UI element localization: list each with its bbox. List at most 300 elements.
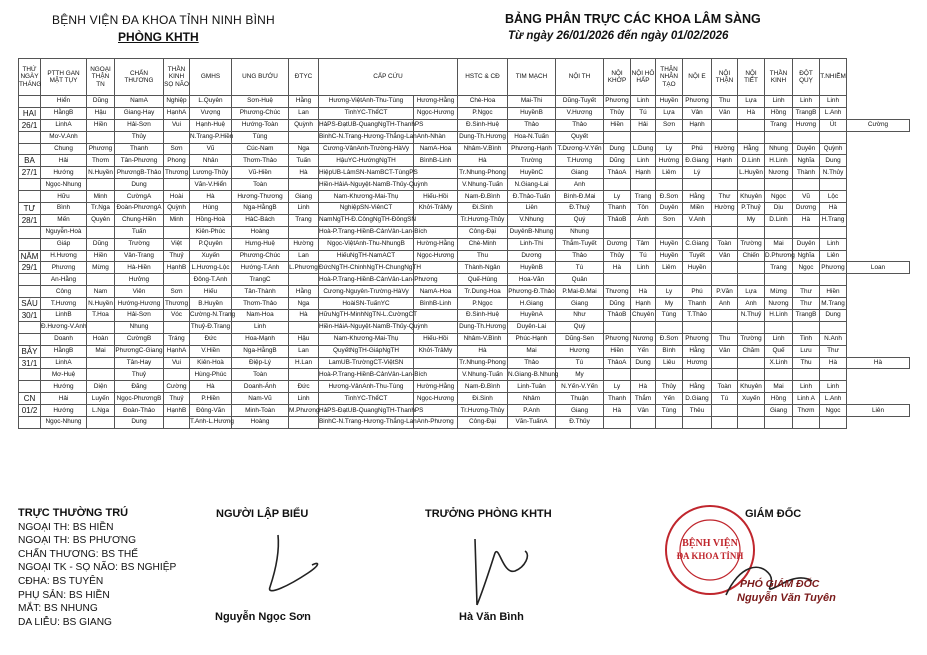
duty-cell: [738, 369, 765, 381]
day-date: 01/2: [19, 405, 41, 417]
duty-cell: Thương: [164, 298, 190, 310]
duty-cell: [683, 274, 712, 286]
column-header: ĐỘT QUỴ: [793, 59, 820, 96]
duty-cell: Kiên-Phúc: [190, 226, 232, 238]
duty-cell: LamUB-TrườngCT-ViệtSN: [319, 357, 414, 369]
duty-cell: Hải: [41, 155, 87, 167]
day-cell: [19, 226, 41, 238]
duty-cell: Sơn: [656, 119, 683, 131]
duty-cell: Vân: [631, 405, 656, 417]
table-row: [19, 96, 910, 108]
duty-cell: Duyên-Lai: [508, 321, 556, 333]
duty-cell: HậuYC-HướngNgTH: [319, 155, 414, 167]
duty-cell: Anh: [738, 298, 765, 310]
duty-cell: Đ.Giang: [683, 155, 712, 167]
duty-cell: HạnhB: [164, 262, 190, 274]
duty-cell: Thủy: [656, 381, 683, 393]
duty-cell: Nhung: [556, 226, 604, 238]
day-cell: [19, 143, 41, 155]
duty-cell: Hương: [683, 357, 712, 369]
duty-cell: Hường: [289, 238, 319, 250]
resident-duty-line: NGOẠI TK - SỌ NÃO: BS NGHIỆP: [18, 562, 177, 574]
duty-cell: Ly: [604, 381, 631, 393]
duty-cell: [604, 274, 631, 286]
duty-cell: Thư: [820, 345, 847, 357]
preparer-name: Nguyễn Ngọc Sơn: [215, 611, 311, 623]
duty-cell: Dung-Th.Hương: [458, 321, 508, 333]
duty-cell: Đoàn-PhươngA: [115, 203, 164, 215]
duty-cell: Đ.Hương-V.Anh: [41, 321, 87, 333]
duty-cell: Toàn: [712, 381, 738, 393]
director-name: Nguyễn Văn Tuyên: [737, 592, 836, 604]
duty-cell: Đoàn-Thảo: [115, 405, 164, 417]
column-header: THỨ NGÀY THÁNG: [19, 59, 41, 96]
duty-cell: Tâm: [631, 238, 656, 250]
duty-cell: Hướng: [41, 381, 87, 393]
duty-cell: Công-Đại: [458, 226, 508, 238]
duty-cell: Thu: [793, 357, 820, 369]
duty-cell: Dũng-Tuyết: [556, 96, 604, 108]
duty-cell: [738, 262, 765, 274]
duty-cell: Cường: [847, 119, 910, 131]
column-header: UNG BƯỚU: [232, 59, 289, 96]
duty-cell: T.Hoa: [87, 310, 115, 322]
duty-cell: [712, 369, 738, 381]
duty-cell: [738, 131, 765, 143]
duty-cell: [289, 131, 319, 143]
duty-cell: Liên: [508, 203, 556, 215]
duty-cell: BìnhB-Linh: [414, 155, 458, 167]
duty-cell: N.Giang-Lai: [508, 179, 556, 191]
duty-cell: CườngB: [115, 333, 164, 345]
column-header: CẤP CỨU: [319, 59, 458, 96]
column-header: THẦN KINH: [765, 59, 793, 96]
column-header: CHẤN THƯƠNG: [115, 59, 164, 96]
duty-cell: Dung: [631, 357, 656, 369]
duty-cell: Cúc-Nam: [232, 143, 289, 155]
duty-cell: [712, 226, 738, 238]
hospital-name: BỆNH VIỆN ĐA KHOA TỈNH NINH BÌNH: [52, 13, 275, 27]
duty-cell: [87, 369, 115, 381]
director-title: GIÁM ĐỐC: [745, 508, 802, 520]
duty-cell: Đi.Sinh: [458, 203, 508, 215]
duty-cell: Thư: [793, 298, 820, 310]
duty-cell: Hương-Thương: [232, 191, 289, 203]
duty-cell: Hương-Hằng: [414, 96, 458, 108]
duty-cell: Hồng: [765, 107, 793, 119]
duty-cell: My: [738, 214, 765, 226]
duty-cell: V.Nhung-Tuấn: [458, 369, 508, 381]
table-row: [19, 107, 910, 119]
duty-cell: L.Dung: [631, 143, 656, 155]
duty-cell: Phương-Chúc: [232, 250, 289, 262]
duty-cell: Ngọc-Nhung: [41, 417, 87, 429]
duty-cell: HằngB: [41, 345, 87, 357]
duty-cell: [604, 131, 631, 143]
duty-cell: HiệpUB-LâmSN-NamBCT-TùngPS: [319, 167, 414, 179]
duty-cell: L.Phương: [289, 262, 319, 274]
duty-cell: P.Ngọc: [458, 298, 508, 310]
duty-cell: Thảo: [556, 250, 604, 262]
duty-cell: Cường-N.Trang: [190, 310, 232, 322]
duty-cell: [793, 417, 820, 429]
duty-cell: Vân: [712, 345, 738, 357]
duty-cell: P.Quyên: [190, 238, 232, 250]
duty-cell: Thanh: [115, 143, 164, 155]
duty-cell: Hùng: [190, 203, 232, 215]
duty-cell: Yến: [631, 345, 656, 357]
duty-cell: ThảoB: [604, 310, 631, 322]
duty-cell: Thu: [458, 250, 508, 262]
duty-cell: HảPS-ĐạtUB-QuangNgTH-ThanhPS: [319, 119, 414, 131]
duty-cell: T.Hương: [556, 155, 604, 167]
duty-cell: P.Anh: [508, 405, 556, 417]
resident-duty-line: PHỤ SẢN: BS HIỀN: [18, 589, 110, 601]
duty-cell: Linh: [820, 381, 847, 393]
duty-cell: [656, 274, 683, 286]
duty-cell: Linh: [232, 321, 289, 333]
table-row: [19, 143, 910, 155]
day-cell: [19, 238, 41, 250]
duty-cell: Hướng: [41, 405, 87, 417]
duty-cell: Vượng: [190, 107, 232, 119]
duty-cell: Hà: [604, 262, 631, 274]
duty-cell: Dương: [793, 203, 820, 215]
duty-cell: [738, 179, 765, 191]
duty-cell: Sơn: [164, 286, 190, 298]
day-date: 29/1: [19, 262, 41, 274]
duty-cell: Tú: [556, 357, 604, 369]
duty-cell: [164, 131, 190, 143]
department-name: PHÒNG KHTH: [118, 30, 199, 44]
duty-cell: P.Ngọc: [458, 107, 508, 119]
duty-cell: N.Yến-V.Yến: [556, 381, 604, 393]
duty-cell: Linh: [289, 393, 319, 405]
duty-cell: Quỳnh: [820, 143, 847, 155]
duty-cell: D.Linh: [765, 214, 793, 226]
duty-cell: [738, 226, 765, 238]
duty-cell: Quế-Hùng: [458, 274, 508, 286]
duty-cell: [631, 321, 656, 333]
duty-cell: Tú: [556, 262, 604, 274]
duty-cell: Hoa-Mạnh: [232, 333, 289, 345]
duty-cell: Tr.Nhung-Phong: [458, 357, 508, 369]
duty-cell: [164, 179, 190, 191]
day-cell: [19, 381, 41, 393]
duty-cell: Vân: [712, 250, 738, 262]
duty-cell: Luyến: [87, 393, 115, 405]
duty-cell: Trang: [765, 262, 793, 274]
table-row: [19, 393, 910, 405]
duty-cell: [656, 179, 683, 191]
duty-cell: Phương-Chúc: [232, 107, 289, 119]
duty-cell: Chuyên: [631, 310, 656, 322]
duty-cell: Linh-Thi: [508, 238, 556, 250]
duty-cell: Kiên-Hoà: [190, 357, 232, 369]
duty-cell: M.Phương: [289, 405, 319, 417]
duty-cell: Huyền: [683, 262, 712, 274]
duty-cell: Hà: [458, 345, 508, 357]
day-cell: [19, 286, 41, 298]
duty-cell: ThảoB: [604, 214, 631, 226]
duty-cell: [289, 274, 319, 286]
duty-cell: HạnhA: [164, 107, 190, 119]
duty-cell: L.Nga: [87, 405, 115, 417]
day-date: 31/1: [19, 357, 41, 369]
duty-cell: Liêm: [656, 262, 683, 274]
duty-cell: Hạnh-Huệ: [190, 119, 232, 131]
duty-cell: Hồng-Hoà: [190, 214, 232, 226]
duty-cell: Loan: [847, 262, 910, 274]
day-cell: [19, 131, 41, 143]
duty-cell: Ngọc-ViệtAnh-Thu-NhungB: [319, 238, 414, 250]
duty-cell: Tuấn: [115, 226, 164, 238]
duty-cell: Thương: [604, 286, 631, 298]
duty-cell: [820, 321, 847, 333]
duty-cell: [164, 369, 190, 381]
duty-cell: [164, 226, 190, 238]
duty-cell: P.Văn: [712, 286, 738, 298]
duty-cell: Sơn: [164, 143, 190, 155]
duty-cell: L.Anh: [820, 393, 847, 405]
duty-cell: Thảo: [508, 119, 556, 131]
table-row: [19, 167, 910, 179]
table-row: [19, 155, 910, 167]
duty-cell: Hậu: [289, 333, 319, 345]
duty-cell: [712, 357, 738, 369]
duty-cell: Huyền: [656, 96, 683, 108]
duty-cell: [656, 226, 683, 238]
duty-cell: Hưng-Huệ: [232, 238, 289, 250]
day-cell: [19, 191, 41, 203]
column-header: HSTC & CĐ: [458, 59, 508, 96]
duty-cell: Dũng: [87, 238, 115, 250]
duty-cell: Quỳnh: [164, 203, 190, 215]
duty-cell: [683, 131, 712, 143]
duty-cell: Mai: [87, 345, 115, 357]
duty-cell: Hoài: [164, 191, 190, 203]
duty-cell: Dung: [820, 310, 847, 322]
duty-cell: [604, 417, 631, 429]
duty-cell: Lộc: [820, 191, 847, 203]
duty-cell: Tú: [631, 107, 656, 119]
duty-cell: Phương-Đ.Thảo: [508, 286, 556, 298]
duty-cell: T.Dương-V.Yến: [556, 143, 604, 155]
preparer-signature: [250, 525, 330, 605]
duty-cell: Mai: [765, 238, 793, 250]
duty-cell: Dũng: [87, 96, 115, 108]
duty-cell: Khởi-TrâMy: [414, 203, 458, 215]
duty-cell: N.Huyền: [87, 167, 115, 179]
table-header-row: [19, 59, 910, 96]
duty-cell: CườngA: [115, 191, 164, 203]
duty-cell: Thủy: [115, 131, 164, 143]
duty-cell: Nhung: [115, 321, 164, 333]
duty-cell: Xuyến: [738, 393, 765, 405]
duty-roster-table: [18, 58, 910, 429]
table-row: [19, 381, 910, 393]
duty-cell: Trường: [738, 238, 765, 250]
duty-cell: Mai: [508, 345, 556, 357]
table-row: [19, 203, 910, 215]
duty-cell: [604, 369, 631, 381]
duty-cell: Nghiệp: [164, 96, 190, 108]
duty-cell: Lựa: [738, 286, 765, 298]
duty-cell: V.Hiền: [190, 345, 232, 357]
day-date: 26/1: [19, 119, 41, 131]
duty-cell: Tân-Hay: [115, 357, 164, 369]
duty-cell: [712, 262, 738, 274]
duty-cell: An-Hằng: [41, 274, 87, 286]
duty-cell: Miền: [683, 203, 712, 215]
duty-cell: Ngọc: [820, 405, 847, 417]
duty-cell: Minh: [87, 191, 115, 203]
duty-cell: Thơm: [87, 155, 115, 167]
resident-duty-line: DA LIỄU: BS GIANG: [18, 616, 112, 628]
duty-cell: Việt: [164, 238, 190, 250]
duty-cell: Dung-Th.Hương: [458, 131, 508, 143]
duty-cell: N.Thủy: [820, 167, 847, 179]
duty-cell: [683, 321, 712, 333]
table-row: [19, 119, 910, 131]
duty-cell: Ly: [604, 191, 631, 203]
duty-cell: X.Linh: [765, 357, 793, 369]
duty-cell: Đ.Sơn: [656, 191, 683, 203]
table-row: [19, 286, 910, 298]
duty-cell: Hướng: [41, 167, 87, 179]
duty-cell: Phong: [164, 155, 190, 167]
duty-cell: [631, 369, 656, 381]
duty-cell: [820, 179, 847, 191]
duty-cell: Đăng: [115, 381, 164, 393]
duty-cell: Tr.Hương-Thủy: [458, 214, 508, 226]
duty-cell: [414, 310, 458, 322]
duty-cell: Hằng: [683, 381, 712, 393]
duty-cell: Tráng: [164, 333, 190, 345]
duty-cell: Nương: [765, 167, 793, 179]
duty-cell: Thanh: [604, 393, 631, 405]
duty-cell: Chung-Hiền: [115, 214, 164, 226]
duty-cell: Hương-VânAnh-Thu-Tùng: [319, 381, 414, 393]
duty-cell: Hà: [190, 191, 232, 203]
duty-cell: H.Giang: [508, 298, 556, 310]
duty-cell: Hạnh: [683, 119, 712, 131]
duty-cell: [765, 369, 793, 381]
duty-cell: Cương-VânAnh-Trường-HàVy: [319, 143, 414, 155]
duty-cell: Tôn: [631, 203, 656, 215]
duty-cell: [738, 321, 765, 333]
duty-cell: P.Hiền: [190, 393, 232, 405]
duty-cell: Lựa: [656, 107, 683, 119]
duty-cell: [631, 226, 656, 238]
day-cell: [19, 96, 41, 108]
duty-cell: [604, 226, 631, 238]
duty-cell: [289, 226, 319, 238]
duty-cell: Hà: [289, 310, 319, 322]
head-signature: [455, 525, 545, 615]
resident-duty-title: TRỰC THƯỜNG TRÚ: [18, 507, 129, 519]
duty-cell: Thơm: [793, 405, 820, 417]
duty-cell: [289, 417, 319, 429]
duty-cell: [738, 357, 765, 369]
duty-cell: Tr.Hương-Thủy: [458, 405, 508, 417]
table-row: [19, 298, 910, 310]
duty-cell: ThảoA: [604, 357, 631, 369]
duty-cell: Vân-Trang: [115, 250, 164, 262]
duty-cell: V.Anh: [683, 214, 712, 226]
duty-cell: Đ.Sinh-Huệ: [458, 310, 508, 322]
day-date: 27/1: [19, 167, 41, 179]
duty-cell: Hương: [556, 345, 604, 357]
duty-cell: Lựa: [738, 96, 765, 108]
duty-cell: Quý: [556, 214, 604, 226]
duty-cell: Hướng-Toàn: [232, 119, 289, 131]
duty-cell: [289, 321, 319, 333]
duty-cell: Hiền: [604, 119, 631, 131]
duty-cell: Hà: [820, 357, 847, 369]
duty-cell: Dung: [604, 143, 631, 155]
duty-cell: B.Huyền: [190, 298, 232, 310]
duty-cell: [683, 179, 712, 191]
duty-cell: Hường-Hằng: [414, 238, 458, 250]
duty-cell: Hiền: [87, 119, 115, 131]
duty-cell: Phương: [683, 96, 712, 108]
duty-cell: [604, 321, 631, 333]
duty-cell: L.Hương-Lộc: [190, 262, 232, 274]
duty-cell: Đ.Thủy: [556, 417, 604, 429]
duty-cell: Tr.Nga: [87, 203, 115, 215]
duty-cell: Sơn: [656, 214, 683, 226]
head-title: TRƯỞNG PHÒNG KHTH: [425, 508, 552, 520]
duty-cell: ĐứcNgTH-ChinhNgTH-ChungNgTH: [319, 262, 414, 274]
duty-cell: Toàn: [232, 369, 289, 381]
duty-cell: [414, 357, 458, 369]
duty-cell: NamA: [115, 96, 164, 108]
column-header: NỘI E: [683, 59, 712, 96]
duty-cell: Hoàng: [232, 226, 289, 238]
duty-cell: N.Thuỷ: [738, 310, 765, 322]
table-row: [19, 417, 910, 429]
column-header: NGOẠI THẬN TN: [87, 59, 115, 96]
duty-cell: Đ.Thuỷ: [556, 203, 604, 215]
duty-cell: LinhA: [41, 119, 87, 131]
duty-cell: T.Hương: [41, 298, 87, 310]
duty-cell: [793, 226, 820, 238]
duty-cell: Hằng: [289, 286, 319, 298]
duty-cell: Đ.Sinh-Huệ: [458, 119, 508, 131]
duty-cell: Hường-Hằng: [414, 381, 458, 393]
duty-cell: Linh: [289, 203, 319, 215]
duty-cell: [631, 274, 656, 286]
duty-cell: Hải-Sơn: [115, 310, 164, 322]
duty-cell: Bình: [41, 203, 87, 215]
day-label: CN: [19, 393, 41, 405]
duty-cell: Hoà-P.Trang-HiềnB-CảnVân-Lan-Bích: [319, 369, 414, 381]
duty-cell: Nga-HằngB: [232, 203, 289, 215]
duty-cell: [631, 417, 656, 429]
resident-duty-list: [18, 507, 176, 629]
duty-cell: Đi.Sinh: [458, 393, 508, 405]
duty-cell: Hương-ViệtAnh-Thu-Tùng: [319, 96, 414, 108]
duty-cell: D.Phương: [765, 250, 793, 262]
duty-cell: Thắm: [631, 393, 656, 405]
duty-cell: Hướng-Hương: [115, 298, 164, 310]
duty-cell: T.Thảo: [683, 310, 712, 322]
duty-cell: Dương: [604, 238, 631, 250]
duty-cell: D.Linh: [738, 155, 765, 167]
duty-cell: Hằng: [289, 96, 319, 108]
resident-duty-line: NGOẠI TH: BS PHƯƠNG: [18, 535, 137, 547]
